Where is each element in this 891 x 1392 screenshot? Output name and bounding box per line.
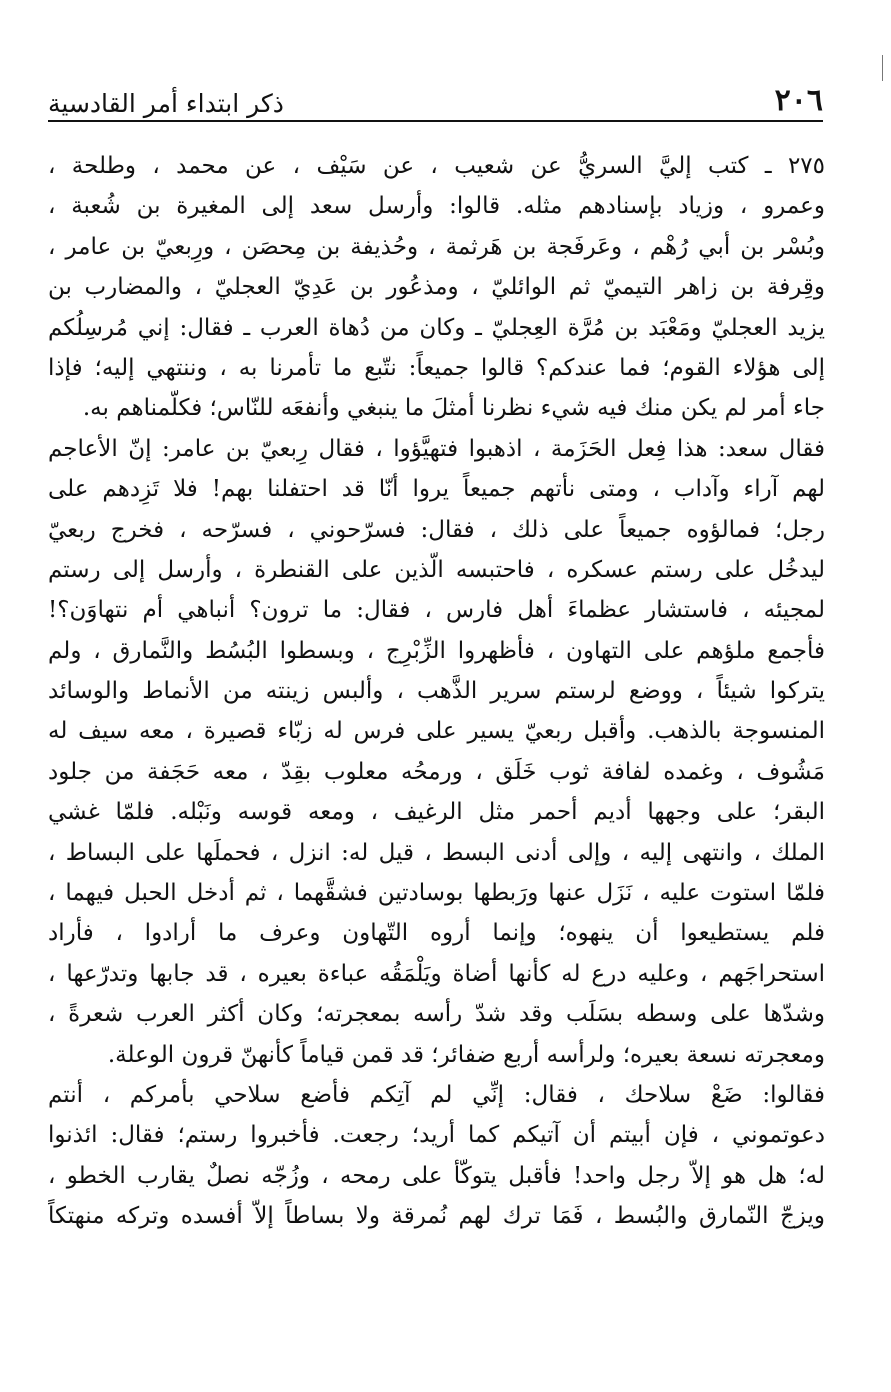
text-line: وشدّها على وسطه بسَلَب وقد شدّ رأسه بمعجرته؛ وكان أكثر العرب شعرةً ، (48, 1001, 825, 1028)
text-line: يتركوا شيئاً ، ووضع لرستم سرير الذَّهب ، وألبس زينته من الأنماط والوسائد (48, 678, 825, 705)
text-line: جاء أمر لم يكن منك فيه شيء نظرنا أمثلَ ما ينبغي وأنفعَه للنّاس؛ فكلّمناهم به. (82, 395, 825, 422)
text-line: لهم آراء وآداب ، ومتى نأتهم جميعاً يروا أنّا قد احتفلنا بهم! فلا تَزِدهم على (48, 476, 825, 503)
body-text (48, 146, 825, 1237)
text-line: دعوتموني ، فإن أبيتم أن آتيكم كما أريد؛ رجعت. فأخبروا رستم؛ فقال: ائذنوا (48, 1122, 825, 1149)
page-header (48, 66, 823, 116)
text-line: يزيد العجليّ ومَعْبَد بن مُرَّة العِجليّ ـ وكان من دُهاة العرب ـ فقال: إني مُرسِلُكم (48, 314, 825, 341)
text-line: الملك ، وانتهى إليه ، وإلى أدنى البسط ، قيل له: انزل ، فحملَها على البساط ، (48, 839, 825, 866)
text-line: المنسوجة بالذهب. وأقبل ربعيّ يسير على فرس له زبّاء قصيرة ، معه سيف له (48, 718, 825, 745)
running-title: ذكر ابتداء أمر القادسية (48, 89, 284, 118)
text-line: ٢٧٥ ـ كتب إليَّ السريُّ عن شعيب ، عن سَيْف ، عن محمد ، وطلحة ، (48, 153, 825, 179)
text-line: ومعجرته نسعة بعيره؛ ولرأسه أربع ضفائر؛ قد قمن قياماً كأنهنّ قرون الوعلة. (107, 1041, 825, 1068)
scan-margin-mark (882, 55, 883, 81)
text-line: فلمّا استوت عليه ، نَزَل عنها ورَبطها بوسادتين فشقَّهما ، ثم أدخل الحبل فيهما ، (48, 880, 825, 907)
text-line: فقال سعد: هذا فِعل الحَزَمة ، اذهبوا فتهيَّؤوا ، فقال رِبعيّ بن عامر: إنّ الأعاجم (48, 435, 825, 462)
text-line: رجل؛ فمالؤوه جميعاً على ذلك ، فقال: فسرّحوني ، فسرّحه ، فخرج ربعيّ (48, 516, 825, 543)
text-line: ويزجّ النّمارق والبُسط ، فَمَا ترك لهم نُمرقة ولا بساطاً إلاّ أفسده وتركه منهتكاً (48, 1203, 825, 1230)
page-number: ٢٠٦ (774, 83, 823, 118)
text-line: فأجمع ملؤهم على التهاون ، فأظهروا الزِّبْرِج ، وبسطوا البُسُط والنَّمارق ، ولم (48, 637, 825, 664)
text-line: لمجيئه ، فاستشار عظماءَ أهل فارس ، فقال: ما ترون؟ أنباهي أم نتهاوَن؟! (48, 597, 825, 624)
text-line: وعمرو ، وزياد بإسنادهم مثله. قالوا: وأرسل سعد إلى المغيرة بن شُعبة ، (48, 193, 825, 220)
header-rule (48, 120, 823, 122)
text-line: وقِرفة بن زاهر التيميّ ثم الوائليّ ، ومذعُور بن عَدِيّ العجليّ ، والمضارب بن (48, 274, 825, 301)
text-line: له؛ هل هو إلاّ رجل واحد! فأقبل يتوكّأ على رمحه ، وزُجّه نصلٌ يقارب الخطو ، (48, 1162, 825, 1189)
text-line: وبُسْر بن أبي رُهْم ، وعَرفَجة بن هَرثمة ، وحُذيفة بن مِحصَن ، ورِبعيّ بن عامر ، (48, 233, 825, 260)
text-line: ليدخُل على رستم عسكره ، فاحتبسه الّذين على القنطرة ، وأرسل إلى رستم (48, 556, 825, 583)
text-line: استحراجَهم ، وعليه درع له كأنها أضاة ويَلْمَقُه عباءة بعيره ، قد جابها وتدرّعها ، (48, 960, 825, 987)
text-line: مَشُوف ، وغمده لفافة ثوب خَلَق ، ورمحُه معلوب بقِدّ ، معه حَجَفة من جلود (48, 758, 825, 785)
text-line: إلى هؤلاء القوم؛ فما عندكم؟ قالوا جميعاً: نتّبع ما تأمرنا به ، وننتهي إليه؛ فإذا (48, 354, 825, 381)
text-line: البقر؛ على وجهها أديم أحمر مثل الرغيف ، ومعه قوسه ونَبْله. فلمّا غشي (48, 799, 825, 826)
text-line: فقالوا: ضَعْ سلاحك ، فقال: إنِّي لم آتِكم فأضع سلاحي بأمركم ، أنتم (48, 1081, 825, 1108)
text-line: فلم يستطيعوا أن ينهوه؛ وإنما أروه التّهاون وعرف ما أرادوا ، فأراد (48, 920, 825, 947)
